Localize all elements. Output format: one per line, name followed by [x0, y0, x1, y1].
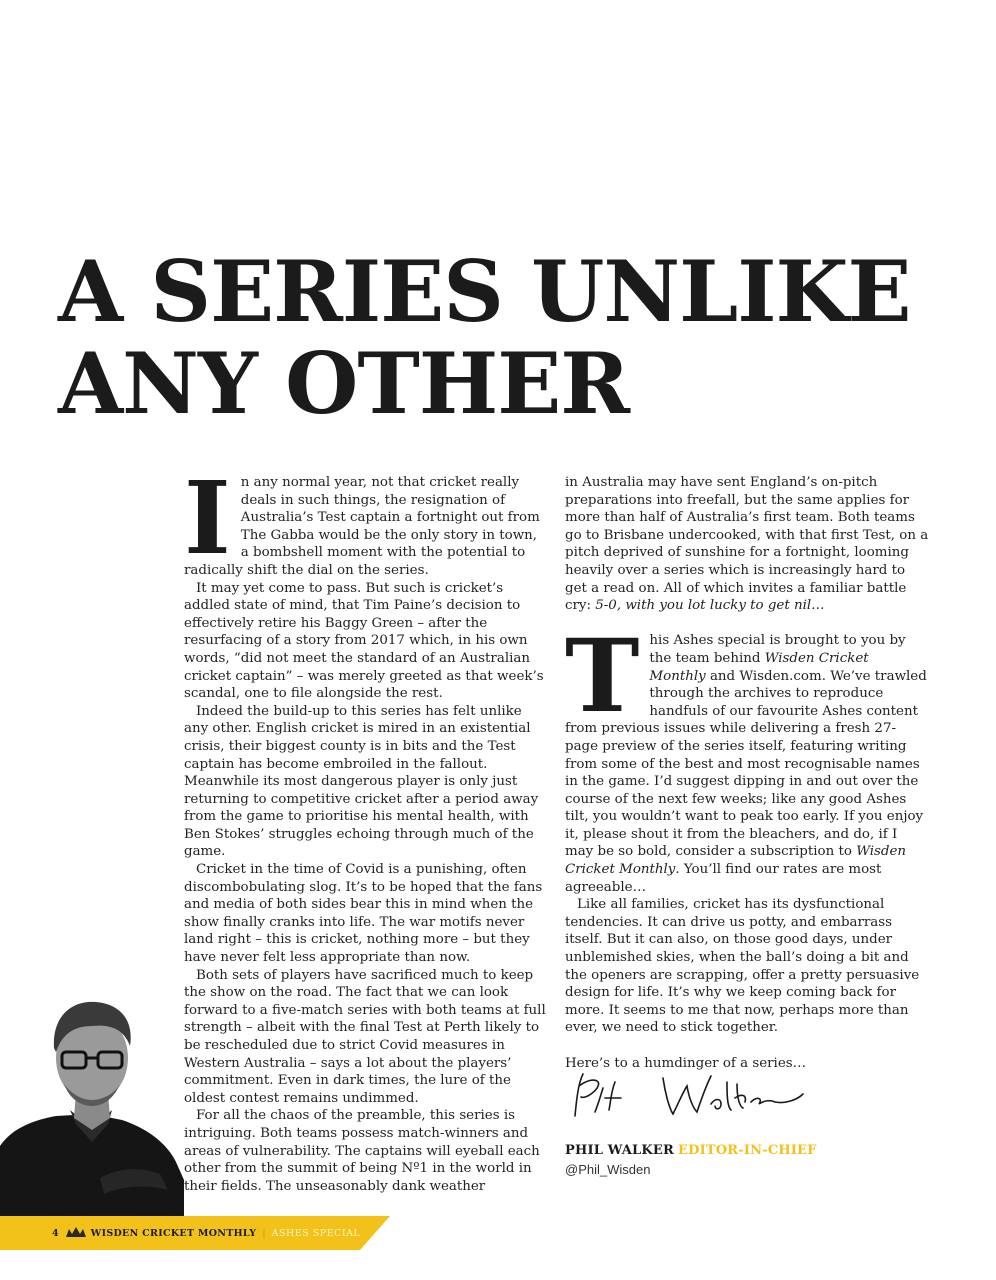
paragraph: It may yet come to pass. But such is cricket’s addled state of mind, that Tim Paine’s decision to effectively retire his Baggy Green – after the resurfacing of a story from 2017 which, in his own words, “did not meet the standard of an Australian cricket captain” – was merely greeted as that week’s scandal, one to file alongside the rest. [184, 580, 544, 702]
paragraph-text: in Australia may have sent England’s on-pitch preparations into freefall, but the same applies for more than half of Australia’s first team. Both teams go to Brisbane undercooked, with that first Test, on a pitch deprived of sunshine for a fortnight, looming heavily over a series which is increasingly hard to get a read on. All of which invites a familiar battle cry: [565, 475, 929, 614]
wisden-crest-icon [65, 1226, 87, 1241]
author-handle: @Phil_Wisden [565, 1162, 651, 1177]
body-column-2 [565, 474, 929, 1072]
dropcap-t: T [565, 617, 640, 736]
footer-separator: | [262, 1227, 266, 1239]
byline [565, 1143, 817, 1158]
magazine-title: Wisden Cricket Monthly [565, 844, 907, 878]
signoff-line: Here’s to a humdinger of a series… [565, 1055, 807, 1071]
continued-paragraph [565, 474, 929, 615]
signature [565, 1064, 815, 1134]
paragraph-text: n any normal year, not that cricket really deals in such things, the resignation of Australia’s Test captain a fortnight out from The Gabba would be the only story in town, a bombshell moment with the potential to radically shift the dial on the series. [184, 475, 540, 578]
battle-cry: 5-0, with you lot lucky to get nil… [595, 598, 825, 614]
paragraph: Like all families, cricket has its dysfunctional tendencies. It can drive us potty, and embarrass itself. But it can also, on those good days, under unblemished skies, when the ball’s doing a bit and the openers are scrapping, offer a pretty persuasive design for life. It’s why we keep coming back for more. It seems to me that now, perhaps more than ever, we need to stick together. [565, 897, 920, 1036]
paragraph: Indeed the build-up to this series has felt unlike any other. English cricket is mired in an existential crisis, their biggest county is in bits and the Test captain has become embroiled in the fallout. Meanwhile its most dangerous player is only just returning to competitive cricket after a period away from the game to prioritise his mental health, with Ben Stokes’ struggles echoing through much of the game. [184, 703, 539, 860]
page-number: 4 [52, 1227, 59, 1239]
paragraph: Both sets of players have sacrificed much to keep the show on the road. The fact that we can look forward to a five-match series with both teams at full strength – albeit with the final Test at Perth likely to be rescheduled due to strict Covid measures in Western Australia – says a lot about the players’ commitment. Even in dark times, the lure of the oldest contest remains undimmed. [184, 967, 546, 1106]
footer [52, 1225, 360, 1241]
headline: A SERIES UNLIKE ANY OTHER [58, 242, 911, 433]
publication-name: WISDEN CRICKET MONTHLY [90, 1227, 257, 1239]
author-name: PHIL WALKER [565, 1143, 675, 1158]
paragraph-text: his Ashes special is brought to you by the team behind [649, 633, 906, 666]
paragraph-text: and Wisden.com. We’ve trawled through the archives to reproduce handfuls of our favourite Ashes content from previous issues while delivering a fresh 27-page preview of the series itself, featuring writing from some of the best and most recognisable names in the game. I’d suggest dipping in and out over the course of the next few weeks; like any good Ashes tilt, you wouldn’t want to peak too early. If you enjoy it, please shout it from the bleachers, and do, if I may be so bold, consider a subscription to [565, 668, 927, 860]
paragraph: Cricket in the time of Covid is a punishing, often discombobulating slog. It’s to be hoped that the fans and media of both sides bear this in mind when the show finally cranks into life. The war motifs never land right – this is cricket, nothing more – but they have never felt less appropriate than now. [184, 862, 543, 966]
dropcap-i: I [184, 459, 231, 577]
editor-paragraph [565, 617, 929, 896]
paragraph-text: . You’ll find our rates are most agreeable… [565, 862, 882, 895]
section-name: ASHES SPECIAL [271, 1227, 361, 1239]
magazine-title: Wisden Cricket Monthly [649, 650, 869, 684]
opening-paragraph [184, 459, 548, 580]
author-portrait [0, 996, 184, 1216]
author-role: EDITOR-IN-CHIEF [678, 1143, 817, 1158]
paragraph: For all the chaos of the preamble, this series is intriguing. Both teams possess match-winners and areas of vulnerability. The captains will eyeball each other from the summit of being Nº1 in the world in their fields. The unseasonably dank weather [184, 1108, 540, 1194]
body-column-1 [184, 459, 548, 1195]
